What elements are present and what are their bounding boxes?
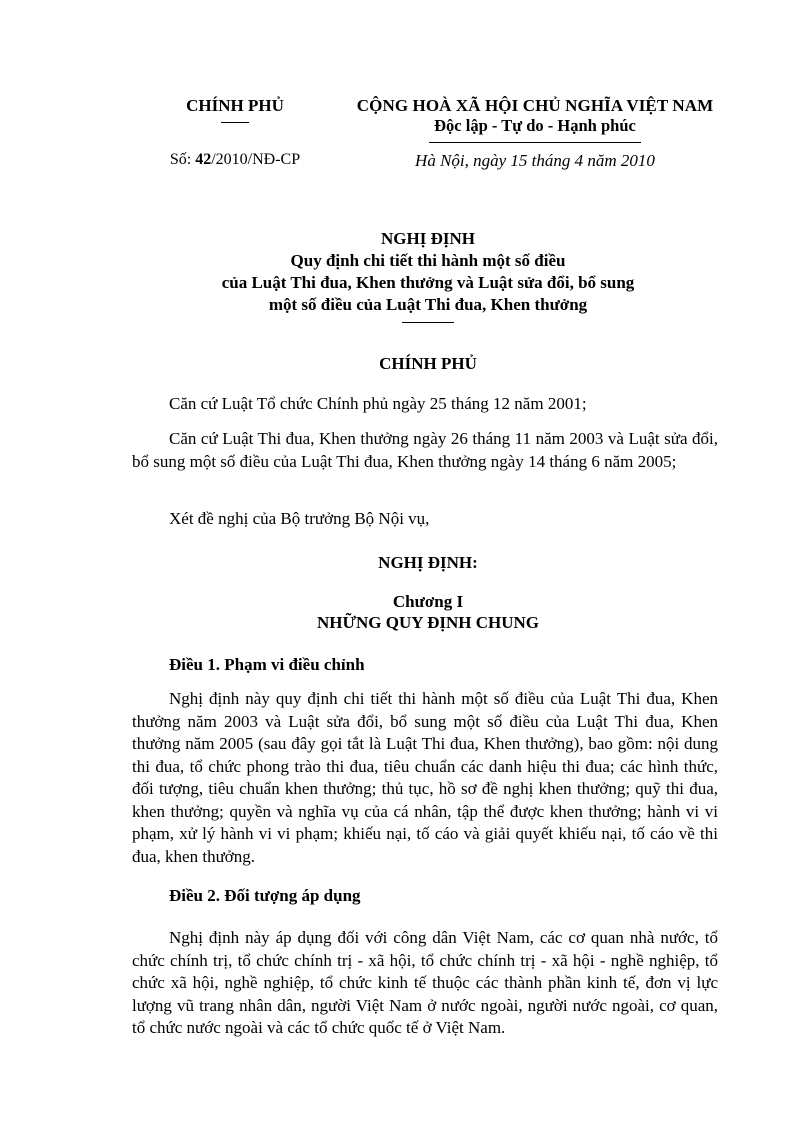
document-title-line-2: của Luật Thi đua, Khen thưởng và Luật sửa đổi, bổ sung (221, 273, 635, 292)
chapter-name: NHỮNG QUY ĐỊNH CHUNG (316, 613, 540, 632)
article-body: Nghị định này áp dụng đối với công dân Việt Nam, các cơ quan nhà nước, tổ chức chính trị, tổ chức chính trị - xã hội, tổ chức chính trị - xã hội - nghề nghiệp, tổ chức xã hội, nghề nghiệp, tổ chức kinh tế thuộc các thành phần kinh tế, đơn vị lực lượng vũ trang nhân dân, người Việt Nam ở nước ngoài, người nước ngoài, cơ quan, tổ chức nước ngoài và các tổ chức quốc tế ở Việt Nam. (132, 928, 718, 1037)
motto-underline (429, 142, 641, 143)
document-title-line-1: Quy định chi tiết thi hành một số điều (290, 251, 566, 270)
article-heading: Điều 2. Đối tượng áp dụng (169, 886, 361, 905)
national-title: CỘNG HOÀ XÃ HỘI CHỦ NGHĨA VIỆT NAM (356, 96, 714, 115)
issuing-agency-block (150, 96, 320, 123)
article-body: Nghị định này quy định chi tiết thi hành một số điều của Luật Thi đua, Khen thưởng năm 2003 và Luật sửa đổi, bổ sung một số điều của Luật Thi đua, Khen thưởng năm 2005 (sau đây gọi tắt là Luật Thi đua, Khen thưởng), bao gồm: nội dung thi đua, tổ chức phong trào thi đua, tiêu chuẩn các danh hiệu thi đua; các hình thức, đối tượng, tiêu chuẩn khen thưởng; thủ tục, hồ sơ đề nghị khen thưởng; quỹ thi đua, khen thưởng; quyền và nghĩa vụ của cá nhân, tập thể được khen thưởng; hành vi vi phạm, xử lý hành vi vi phạm; khiếu nại, tố cáo và giải quyết khiếu nại, tố cáo về thi đua, khen thưởng. (132, 689, 718, 866)
place-and-date: Hà Nội, ngày 15 tháng 4 năm 2010 (415, 151, 655, 170)
document-title-block (130, 228, 726, 323)
title-underline (402, 322, 454, 323)
article-heading: Điều 1. Phạm vi điều chỉnh (169, 655, 365, 674)
chapter-number: Chương I (392, 592, 464, 611)
document-number-suffix: /2010/NĐ-CP (211, 151, 301, 168)
agency-underline (221, 122, 249, 123)
issuing-agency: CHÍNH PHỦ (186, 96, 284, 115)
preamble-paragraph: Xét đề nghị của Bộ trưởng Bộ Nội vụ, (169, 509, 430, 528)
document-number-value: 42 (195, 151, 212, 168)
document-type: NGHỊ ĐỊNH (381, 229, 475, 248)
preamble-paragraph: Căn cứ Luật Thi đua, Khen thưởng ngày 26 tháng 11 năm 2003 và Luật sửa đổi, bổ sung một số điều của Luật Thi đua, Khen thưởng ngày 14 tháng 6 năm 2005; (132, 429, 718, 471)
national-title-block (340, 96, 730, 143)
issuer-heading: CHÍNH PHỦ (379, 354, 477, 373)
document-number (145, 150, 325, 170)
national-motto: Độc lập - Tự do - Hạnh phúc (434, 116, 636, 135)
preamble-paragraph: Căn cứ Luật Tổ chức Chính phủ ngày 25 tháng 12 năm 2001; (169, 394, 587, 413)
decree-label: NGHỊ ĐỊNH: (378, 553, 478, 572)
document-title-line-3: một số điều của Luật Thi đua, Khen thưởng (268, 295, 588, 314)
document-number-prefix: Số: (169, 151, 196, 168)
